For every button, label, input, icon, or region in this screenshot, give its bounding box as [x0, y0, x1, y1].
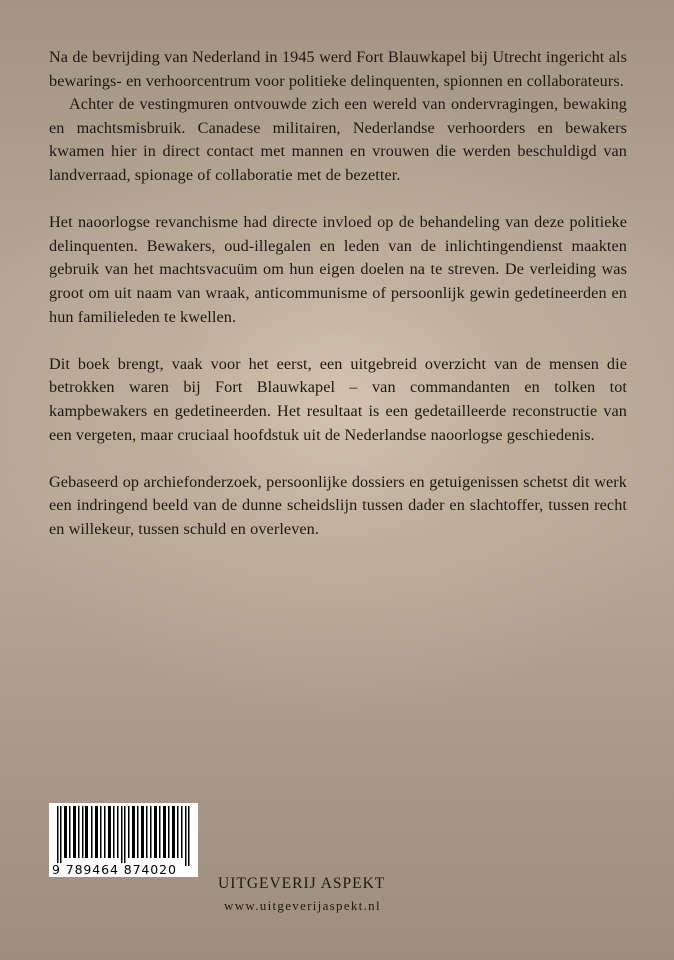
blurb-paragraph-4: Dit boek brengt, vaak voor het eerst, een uitgebreid overzicht van de mensen die betrokken waren bij Fort Blauwkapel – van commandanten en tolken tot kampbewakers en gedetineerden. Het resultaat is een gedetailleerde reconstructie van een vergeten, maar cruciaal hoofdstuk uit de Nederlandse naoorlogse geschiedenis. — [49, 354, 627, 444]
back-cover-blurb — [49, 46, 627, 541]
blurb-paragraph-3: Het naoorlogse revanchisme had directe invloed op de behandeling van deze politieke delinquenten. Bewakers, oud-illegalen en leden van de inlichtingendienst maakten gebruik van het machtsvacuüm om hun eigen doelen na te streven. De verleiding was groot om uit naam van wraak, anticommunisme of persoonlijk gewin gedetineerden en hun familieleden te kwellen. — [49, 213, 627, 326]
blurb-paragraph-1: Na de bevrijding van Nederland in 1945 werd Fort Blauwkapel bij Utrecht ingericht als bewarings- en verhoorcentrum voor politieke delinquenten, spionnen en collaborateurs. — [49, 48, 627, 90]
barcode-bars-icon — [55, 806, 193, 866]
publisher-name: UITGEVERIJ ASPEKT — [218, 875, 386, 892]
publisher-website: www.uitgeverijaspekt.nl — [224, 898, 381, 913]
blurb-paragraph-2: Achter de vestingmuren ontvouwde zich een wereld van ondervragingen, bewaking en machtsmisbruik. Canadese militairen, Nederlandse verhoorders en bewakers kwamen hier in direct contact met mannen en vrouwen die werden beschuldigd van landverraad, spionage of collaboratie met de bezetter. — [49, 95, 627, 184]
blurb-paragraph-5: Gebaseerd op archiefonderzoek, persoonlijke dossiers en getuigenissen schetst dit werk een indringend beeld van de dunne scheidslijn tussen dader en slachtoffer, tussen recht en willekeur, tussen schuld en overleven. — [49, 472, 627, 538]
isbn-number: 9 789464 874020 — [52, 862, 177, 877]
isbn-barcode — [49, 803, 198, 877]
